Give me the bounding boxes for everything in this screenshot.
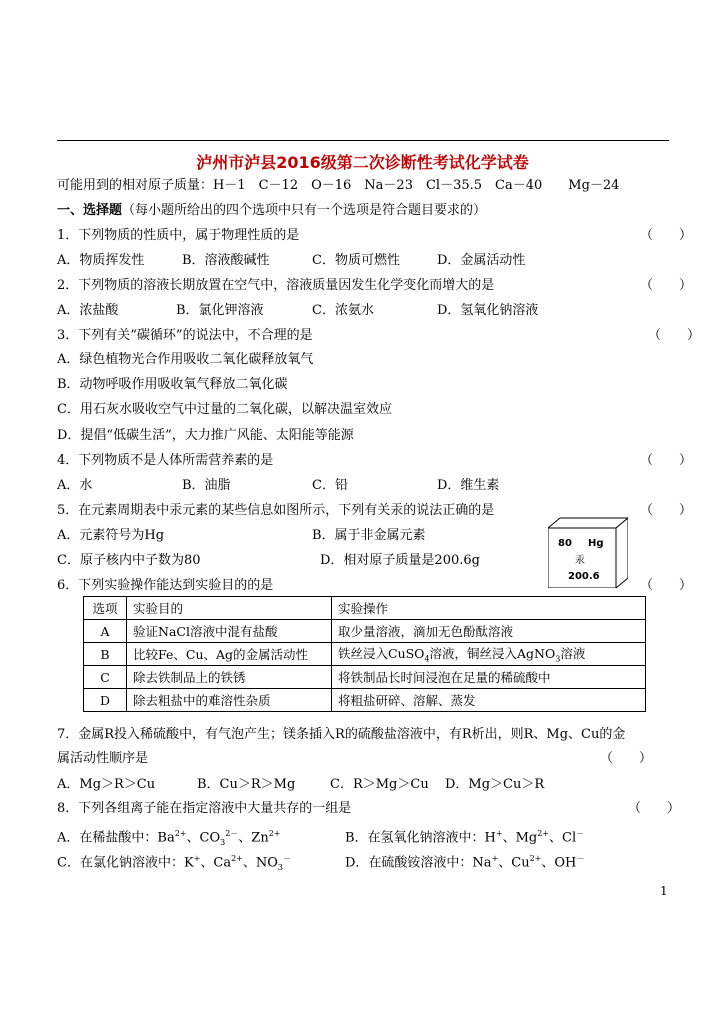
q2-answer-paren: （ ） xyxy=(640,278,693,293)
ion-text: 、Cl xyxy=(549,830,577,846)
q1-option-d: D．金属活动性 xyxy=(437,253,526,268)
table-cell-goal: 比较Fe、Cu、Ag的金属活动性 xyxy=(127,643,332,666)
op-subscript: 3 xyxy=(555,654,561,664)
ion-charge: － xyxy=(576,854,585,863)
q8-option-a xyxy=(57,826,281,851)
element-mass: 200.6 xyxy=(568,571,600,582)
header-rule xyxy=(57,140,669,141)
q4-option-b: B．油脂 xyxy=(182,478,231,493)
op-text: 溶液，铜丝浸入AgNO xyxy=(429,646,556,662)
q8-stem: 8．下列各组离子能在指定溶液中大量共存的一组是 xyxy=(57,801,352,816)
ion-text: 、Mg xyxy=(502,830,538,846)
q1-answer-paren: （ ） xyxy=(640,228,693,243)
q7-option-b: B．Cu＞R＞Mg xyxy=(197,777,296,792)
q2-stem: 2．下列物质的溶液长期放置在空气中，溶液质量因发生化学变化而增大的是 xyxy=(57,278,495,293)
ion-text: B．在氢氧化钠溶液中：H xyxy=(345,830,496,846)
q5-answer-paren: （ ） xyxy=(640,503,693,518)
q3-answer-paren: （ ） xyxy=(648,328,701,343)
q4-option-a: A．水 xyxy=(57,478,93,493)
experiment-table xyxy=(83,596,646,712)
table-row xyxy=(84,689,646,712)
table-row xyxy=(84,666,646,689)
ion-text: 、Cu xyxy=(498,855,530,871)
q4-option-d: D．维生素 xyxy=(437,478,500,493)
q4-stem: 4．下列物质不是人体所需营养素的是 xyxy=(57,453,274,468)
table-cell-option: A xyxy=(84,620,127,643)
ion-charge: 2－ xyxy=(225,829,239,838)
ion-text: D．在硫酸铵溶液中：Na xyxy=(345,855,492,871)
q7-stem-line1: 7．金属R投入稀硫酸中，有气泡产生；镁条插入R的硫酸盐溶液中，有R析出，则R、Mg、Cu的金 xyxy=(57,727,626,742)
table-cell-operation: 取少量溶液，滴加无色酚酞溶液 xyxy=(332,620,646,643)
q3-option-d: D．提倡“低碳生活”，大力推广风能、太阳能等能源 xyxy=(57,428,354,443)
q6-answer-paren: （ ） xyxy=(640,578,693,593)
ion-charge: + xyxy=(193,854,201,863)
q5-option-b: B．属于非金属元素 xyxy=(312,528,426,543)
q2-option-a: A．浓盐酸 xyxy=(57,303,119,318)
ion-charge: 2+ xyxy=(174,829,187,838)
q1-option-c: C．物质可燃性 xyxy=(312,253,400,268)
table-cell-goal: 验证NaCl溶液中混有盐酸 xyxy=(127,620,332,643)
table-row xyxy=(84,643,646,666)
q7-answer-paren: （ ） xyxy=(600,751,653,766)
ion-charge: 2+ xyxy=(268,829,281,838)
ion-text: C．在氯化钠溶液中：K xyxy=(57,855,194,871)
atomic-masses: 可能用到的相对原子质量：H－1 C－12 O－16 Na－23 Cl－35.5 Ca－40 Mg－24 xyxy=(57,178,620,193)
q7-option-d: D．Mg＞Cu＞R xyxy=(445,777,545,792)
page-number: 1 xyxy=(660,884,668,898)
table-header-row xyxy=(84,597,646,620)
q2-option-c: C．浓氨水 xyxy=(312,303,374,318)
table-cell-option: C xyxy=(84,666,127,689)
table-cell-operation: 将粗盐研碎、溶解、蒸发 xyxy=(332,689,646,712)
table-cell-option: D xyxy=(84,689,127,712)
ion-text: 、NO xyxy=(242,855,278,871)
section-title: 一、选择题 xyxy=(57,203,123,218)
op-text: 铁丝浸入CuSO xyxy=(338,646,425,662)
ion-charge: 2+ xyxy=(537,829,550,838)
ion-charge: 2+ xyxy=(529,854,542,863)
q7-stem-line2: 属活动性顺序是 xyxy=(57,751,149,766)
op-text: 溶液 xyxy=(560,646,586,662)
q8-option-b xyxy=(345,826,584,846)
q5-stem: 5．在元素周期表中汞元素的某些信息如图所示，下列有关汞的说法正确的是 xyxy=(57,503,495,518)
table-cell-operation xyxy=(332,643,646,666)
table-header-cell: 实验操作 xyxy=(332,597,646,620)
q3-option-a: A．绿色植物光合作用吸收二氧化碳释放氧气 xyxy=(57,352,314,367)
table-header-cell: 实验目的 xyxy=(127,597,332,620)
table-row xyxy=(84,620,646,643)
q3-option-b: B．动物呼吸作用吸收氧气释放二氧化碳 xyxy=(57,377,288,392)
q1-option-a: A．物质挥发性 xyxy=(57,253,145,268)
ion-text: 、Zn xyxy=(238,830,269,846)
ion-subscript: 3 xyxy=(277,862,284,872)
table-cell-goal: 除去铁制品上的铁锈 xyxy=(127,666,332,689)
ion-charge: 2+ xyxy=(231,854,243,863)
q7-option-a: A．Mg＞R＞Cu xyxy=(57,777,156,792)
q3-stem: 3．下列有关“碳循环”的说法中，不合理的是 xyxy=(57,328,313,343)
q4-answer-paren: （ ） xyxy=(640,453,693,468)
element-symbol: Hg xyxy=(588,538,604,549)
q8-answer-paren: （ ） xyxy=(628,801,681,816)
ion-charge: + xyxy=(495,829,503,838)
page-title: 泸州市泸县2016级第二次诊断性考试化学试卷 xyxy=(196,153,529,172)
table-cell-goal: 除去粗盐中的难溶性杂质 xyxy=(127,689,332,712)
q1-stem: 1．下列物质的性质中，属于物理性质的是 xyxy=(57,228,300,243)
q5-option-c: C．原子核内中子数为80 xyxy=(57,553,201,568)
q7-option-c: C．R＞Mg＞Cu xyxy=(330,777,429,792)
ion-subscript: 3 xyxy=(220,837,226,847)
section-heading xyxy=(57,203,486,219)
q1-option-b: B．溶液酸碱性 xyxy=(182,253,270,268)
ion-charge: + xyxy=(491,854,499,863)
section-note: （每小题所给出的四个选项中只有一个选项是符合题目要求的） xyxy=(122,203,487,218)
q8-option-c xyxy=(57,851,291,876)
q3-option-c: C．用石灰水吸收空气中过量的二氧化碳，以解决温室效应 xyxy=(57,402,392,417)
table-header-cell: 选项 xyxy=(84,597,127,620)
q2-option-b: B．氯化钾溶液 xyxy=(176,303,264,318)
ion-text: A．在稀盐酸中：Ba xyxy=(57,830,175,846)
mercury-element-tile xyxy=(548,516,628,588)
ion-text: 、Ca xyxy=(200,855,232,871)
ion-text: 、CO xyxy=(186,830,221,846)
q5-option-a: A．元素符号为Hg xyxy=(57,528,165,543)
q4-option-c: C．铅 xyxy=(312,478,348,493)
ion-text: 、OH xyxy=(541,855,577,871)
q2-option-d: D．氢氧化钠溶液 xyxy=(437,303,539,318)
q5-option-d: D．相对原子质量是200.6g xyxy=(320,553,480,568)
table-cell-option: B xyxy=(84,643,127,666)
q6-stem: 6．下列实验操作能达到实验目的的是 xyxy=(57,578,274,593)
op-subscript: 4 xyxy=(424,654,430,664)
q8-option-d xyxy=(345,851,584,871)
element-name: 汞 xyxy=(575,555,585,566)
table-cell-operation: 将铁制品长时间浸泡在足量的稀硫酸中 xyxy=(332,666,646,689)
ion-charge: － xyxy=(283,854,292,863)
ion-charge: － xyxy=(576,829,585,838)
element-number: 80 xyxy=(558,538,572,549)
